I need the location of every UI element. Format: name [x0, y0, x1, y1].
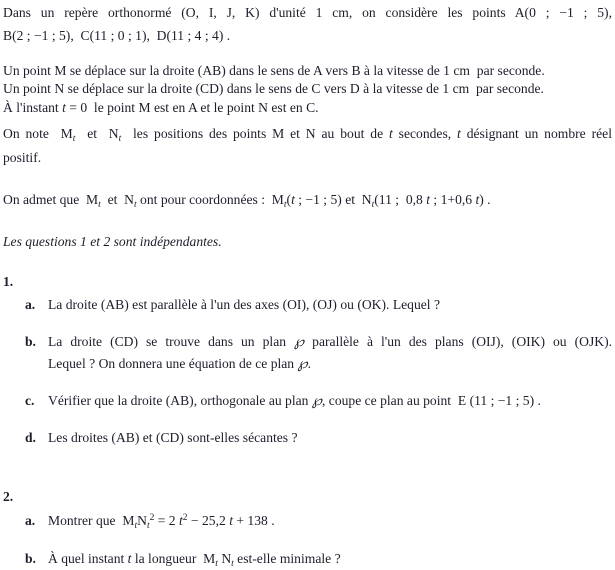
motion-paragraph-line-1: Un point M se déplace sur la droite (AB) dans le sens de A vers B à la vitesse de 1 cm par seconde.	[3, 63, 545, 78]
question-2a-text: Montrer que $M_tN_t^2 = 2$ $t^2 - 25,2$ t + 138 .	[48, 513, 275, 531]
question-2a	[3, 510, 612, 532]
independence-note: Les questions 1 et 2 sont indépendantes.	[3, 234, 222, 249]
question-1c	[3, 392, 612, 410]
question-1d-text: Les droites (AB) et (CD) sont-elles sécantes ?	[48, 430, 298, 445]
question-1c-label: c.	[25, 393, 35, 408]
question-1c-text: Vérifier que la droite (AB), orthogonale au plan ℘, coupe ce plan au point E (11 ; −1 ; 5) .	[48, 393, 541, 409]
question-2b-text: À quel instant t la longueur $M_t$ $N_t$ est-elle minimale ?	[48, 551, 341, 569]
question-1b-label: b.	[25, 334, 36, 349]
question-1a-label: a.	[25, 297, 36, 312]
question-1d-label: d.	[25, 430, 36, 445]
question-1-number: 1.	[3, 274, 14, 289]
notation-paragraph-line-2: positif.	[3, 150, 42, 165]
question-1a	[3, 296, 612, 314]
coordinates-paragraph: On admet que $M_t$ et $N_t$ ont pour coordonnées : $M_t(t$ ; −1 ; 5) et $N_t(11$ ; 0,8 t ; 1+0,6 t) .	[3, 192, 491, 210]
question-1b-text-line-1: La droite (CD) se trouve dans un plan ℘ parallèle à l'un des plans (OIJ), (OIK) ou (OJK).	[48, 334, 612, 350]
question-2b-label: b.	[25, 551, 36, 566]
question-1b	[3, 331, 612, 375]
question-2a-label: a.	[25, 513, 36, 528]
intro-paragraph-line-2: B(2 ; −1 ; 5), C(11 ; 0 ; 1), D(11 ; 4 ; 4) .	[3, 28, 231, 43]
question-2b	[3, 550, 612, 569]
question-1b-text-line-2: Lequel ? On donnera une équation de ce plan ℘.	[48, 356, 312, 372]
notation-paragraph-line-1: On note $M_t$ et $N_t$ les positions des points M et N au bout de t secondes, t désignant un nombre réel	[3, 126, 612, 144]
question-1d	[3, 429, 612, 447]
question-1a-text: La droite (AB) est parallèle à l'un des axes (OI), (OJ) ou (OK). Lequel ?	[48, 297, 440, 312]
question-2-number: 2.	[3, 489, 14, 504]
motion-paragraph-line-2: Un point N se déplace sur la droite (CD) dans le sens de C vers D à la vitesse de 1 cm par seconde.	[3, 81, 544, 96]
intro-paragraph-line-1: Dans un repère orthonormé (O, I, J, K) d'unité 1 cm, on considère les points A(0 ; −1 ; 5),	[3, 5, 612, 20]
motion-paragraph-line-3: À l'instant t = 0 le point M est en A et le point N est en C.	[3, 100, 319, 115]
